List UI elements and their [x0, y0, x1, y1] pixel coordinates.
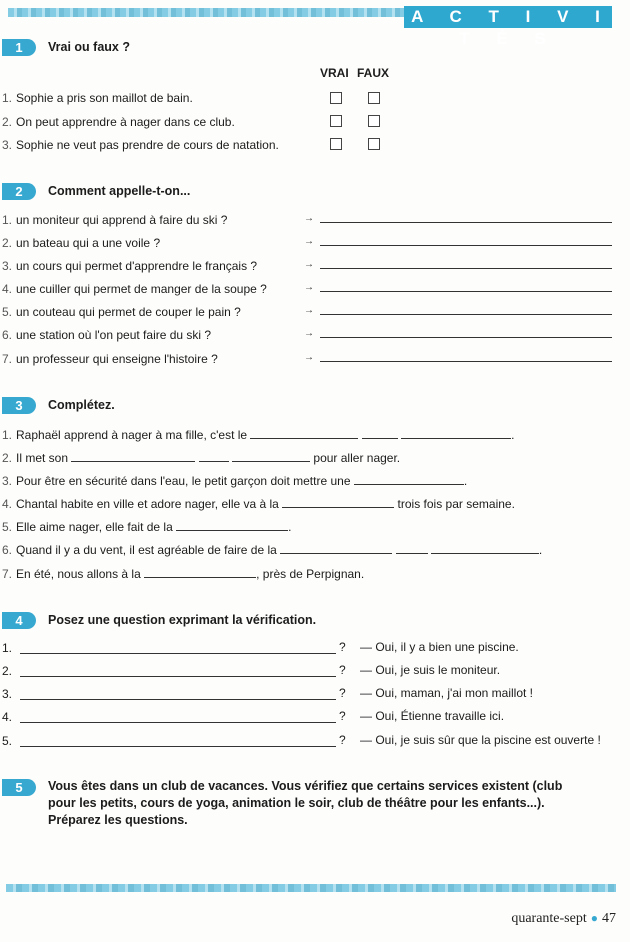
blank-field[interactable]	[176, 519, 288, 531]
sentence-end: .	[288, 520, 292, 534]
item-number: 7.	[2, 352, 13, 366]
arrow-icon: →	[304, 236, 314, 247]
exercise-5-instructions: Vous êtes dans un club de vacances. Vous vérifiez que certains services existent (club pour les petits, cours de yoga, animation le soir, club de théâtre pour les enfants...). Préparez les questions.	[48, 779, 563, 827]
definition-6	[2, 327, 211, 343]
answer-line-3[interactable]	[320, 267, 612, 269]
checkbox-faux-2[interactable]	[368, 115, 380, 127]
item-number: 5.	[2, 305, 13, 319]
item-number: 4.	[2, 497, 13, 511]
exercise-number-badge-3: 3	[2, 397, 36, 414]
statement-3	[2, 137, 279, 153]
item-number: 7.	[2, 567, 13, 581]
question-mark: ?	[339, 733, 346, 747]
exercise-number-badge-2: 2	[2, 183, 36, 200]
arrow-icon: →	[304, 282, 314, 293]
item-number: 2.	[2, 451, 13, 465]
statement-text: Sophie a pris son maillot de bain.	[16, 91, 193, 105]
definition-1	[2, 212, 227, 228]
answer-line-2[interactable]	[320, 244, 612, 246]
blank-field[interactable]	[401, 427, 511, 439]
sentence-2	[2, 450, 400, 466]
statement-1	[2, 90, 193, 106]
sentence-4	[2, 496, 515, 512]
question-line-5[interactable]	[20, 745, 336, 747]
page-number: 47	[602, 911, 616, 926]
question-mark: ?	[339, 709, 346, 723]
exercise-4-title: Posez une question exprimant la vérification.	[48, 613, 317, 627]
definition-text: une cuiller qui permet de manger de la soupe ?	[16, 282, 267, 296]
question-line-1[interactable]	[20, 652, 336, 654]
top-decorative-band	[8, 8, 404, 17]
blank-field[interactable]	[431, 542, 539, 554]
sentence-text: Elle aime nager, elle fait de la	[16, 520, 173, 534]
blank-field[interactable]	[282, 496, 394, 508]
answer-line-4[interactable]	[320, 290, 612, 292]
answer-line-7[interactable]	[320, 360, 612, 362]
sentence-3	[2, 473, 467, 489]
page-number-words: quarante-sept	[511, 911, 587, 926]
sentence-1	[2, 427, 514, 443]
sentence-5	[2, 519, 291, 535]
item-number: 5.	[2, 520, 13, 534]
definition-2	[2, 235, 160, 251]
item-number: 2.	[2, 236, 13, 250]
item-number: 3.	[2, 138, 13, 152]
section-header-activites: A C T I V I T É S	[404, 6, 612, 28]
item-number: 6.	[2, 543, 13, 557]
definition-7	[2, 351, 218, 367]
answer-line-1[interactable]	[320, 221, 612, 223]
column-header-faux: FAUX	[357, 66, 390, 80]
checkbox-vrai-1[interactable]	[330, 92, 342, 104]
item-number: 3.	[2, 474, 13, 488]
response-4: — Oui, Étienne travaille ici.	[360, 709, 505, 723]
arrow-icon: →	[304, 305, 314, 316]
blank-field[interactable]	[199, 450, 229, 462]
blank-field[interactable]	[396, 542, 428, 554]
bottom-decorative-band	[6, 884, 616, 892]
blank-field[interactable]	[362, 427, 398, 439]
column-header-vrai: VRAI	[320, 66, 349, 80]
sentence-text: En été, nous allons à la	[16, 567, 141, 581]
sentence-text: Chantal habite en ville et adore nager, elle va à la	[16, 497, 279, 511]
definition-text: un professeur qui enseigne l'histoire ?	[16, 352, 218, 366]
definition-text: un couteau qui permet de couper le pain ?	[16, 305, 241, 319]
statement-text: On peut apprendre à nager dans ce club.	[16, 115, 235, 129]
exercise-number-badge-5: 5	[2, 779, 36, 796]
sentence-end: , près de Perpignan.	[256, 567, 365, 581]
definition-text: un cours qui permet d'apprendre le français ?	[16, 259, 258, 273]
item-number: 1.	[2, 91, 13, 105]
question-mark: ?	[339, 663, 346, 677]
exercise-1-title: Vrai ou faux ?	[48, 40, 130, 54]
item-number: 1.	[2, 428, 13, 442]
item-number: 4.	[2, 282, 13, 296]
blank-field[interactable]	[354, 473, 464, 485]
bullet-icon: ●	[590, 911, 598, 925]
blank-field[interactable]	[250, 427, 358, 439]
exercise-number-badge-1: 1	[2, 39, 36, 56]
arrow-icon: →	[304, 213, 314, 224]
response-2: — Oui, je suis le moniteur.	[360, 663, 501, 677]
sentence-7	[2, 566, 364, 582]
arrow-icon: →	[304, 259, 314, 270]
item-number: 2.	[2, 115, 13, 129]
sentence-text: Raphaël apprend à nager à ma fille, c'est le	[16, 428, 248, 442]
question-mark: ?	[339, 640, 346, 654]
checkbox-vrai-2[interactable]	[330, 115, 342, 127]
sentence-end: .	[538, 543, 543, 557]
definition-text: une station où l'on peut faire du ski ?	[16, 328, 212, 342]
arrow-icon: →	[304, 352, 314, 363]
question-line-2[interactable]	[20, 675, 336, 677]
blank-field[interactable]	[71, 450, 195, 462]
question-number-2: 2.	[2, 664, 13, 678]
definition-text: un moniteur qui apprend à faire du ski ?	[16, 213, 228, 227]
question-line-4[interactable]	[20, 721, 336, 723]
question-number-1: 1.	[2, 641, 13, 655]
item-number: 6.	[2, 328, 13, 342]
arrow-icon: →	[304, 328, 314, 339]
exercise-number-badge-4: 4	[2, 612, 36, 629]
definition-text: un bateau qui a une voile ?	[16, 236, 161, 250]
sentence-end: trois fois par semaine.	[397, 497, 515, 511]
statement-text: Sophie ne veut pas prendre de cours de natation.	[16, 138, 279, 152]
sentence-6	[2, 542, 542, 558]
answer-line-5[interactable]	[320, 313, 612, 315]
answer-line-6[interactable]	[320, 336, 612, 338]
item-number: 3.	[2, 259, 13, 273]
response-1: — Oui, il y a bien une piscine.	[360, 640, 519, 654]
page-footer	[511, 911, 616, 927]
sentence-end: pour aller nager.	[313, 451, 401, 465]
definition-3	[2, 258, 257, 274]
sentence-text: Pour être en sécurité dans l'eau, le petit garçon doit mettre une	[16, 474, 351, 488]
exercise-3-title: Complétez.	[48, 398, 115, 412]
sentence-end: .	[463, 474, 468, 488]
item-number: 1.	[2, 213, 13, 227]
response-3: — Oui, maman, j'ai mon maillot !	[360, 686, 534, 700]
definition-4	[2, 281, 267, 297]
blank-field[interactable]	[280, 542, 392, 554]
sentence-text: Quand il y a du vent, il est agréable de faire de la	[16, 543, 277, 557]
definition-5	[2, 304, 241, 320]
statement-2	[2, 114, 235, 130]
question-number-5: 5.	[2, 734, 13, 748]
question-line-3[interactable]	[20, 698, 336, 700]
response-5: — Oui, je suis sûr que la piscine est ouverte !	[360, 733, 601, 747]
blank-field[interactable]	[144, 566, 256, 578]
question-number-3: 3.	[2, 687, 13, 701]
question-number-4: 4.	[2, 710, 13, 724]
blank-field[interactable]	[232, 450, 310, 462]
checkbox-vrai-3[interactable]	[330, 138, 342, 150]
sentence-end: .	[511, 428, 515, 442]
checkbox-faux-3[interactable]	[368, 138, 380, 150]
sentence-text: Il met son	[16, 451, 69, 465]
checkbox-faux-1[interactable]	[368, 92, 380, 104]
exercise-2-title: Comment appelle-t-on...	[48, 184, 191, 198]
question-mark: ?	[339, 686, 346, 700]
